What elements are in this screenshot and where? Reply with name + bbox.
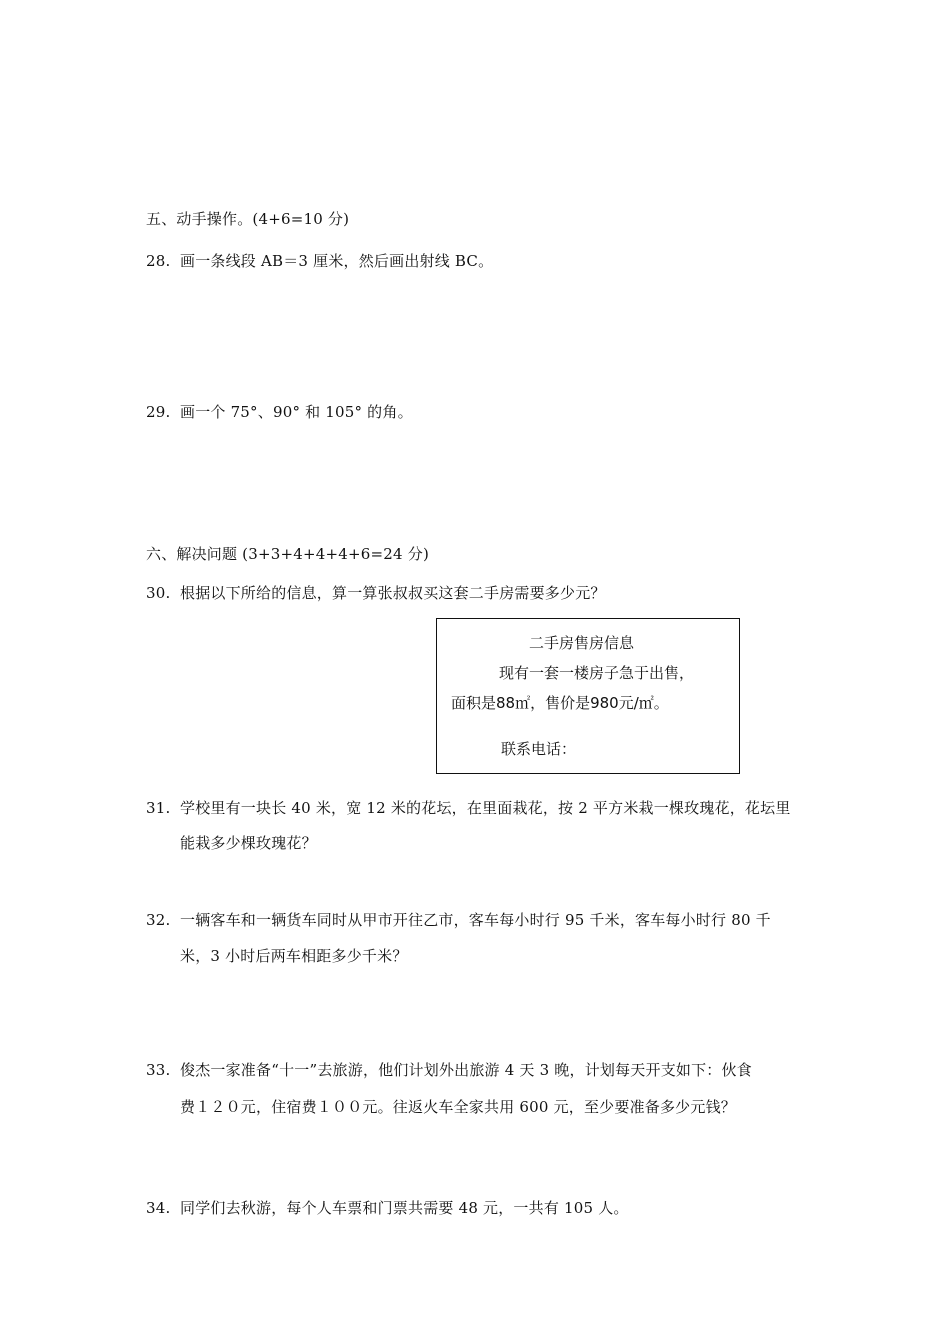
info-box-contact: 联系电话： — [501, 740, 577, 758]
section-6-heading: 六、解决问题 (3+3+4+4+4+6=24 分) — [146, 545, 429, 563]
question-number: 29. — [146, 403, 171, 421]
question-32-line-2: 米，3 小时后两车相距多少千米？ — [180, 947, 408, 965]
question-33 — [146, 1060, 752, 1080]
question-number: 34. — [146, 1199, 171, 1217]
question-32 — [146, 910, 771, 930]
info-box-line-2: 面积是88㎡，售价是980元/㎡。 — [451, 694, 669, 712]
house-sale-info-box — [436, 618, 740, 774]
question-33-line-2: 费１２０元，住宿费１００元。往返火车全家共用 600 元，至少要准备多少元钱？ — [180, 1098, 736, 1116]
question-text: 画一个 75°、90° 和 105° 的角。 — [180, 403, 413, 421]
question-30 — [146, 583, 606, 603]
question-29 — [146, 402, 413, 422]
question-number: 32. — [146, 911, 171, 929]
question-text: 根据以下所给的信息，算一算张叔叔买这套二手房需要多少元？ — [180, 584, 606, 602]
question-number: 30. — [146, 584, 171, 602]
section-5-heading: 五、动手操作。(4+6=10 分) — [146, 210, 350, 228]
question-text-line-1: 一辆客车和一辆货车同时从甲市开往乙市，客车每小时行 95 千米，客车每小时行 80 千 — [180, 911, 771, 929]
info-box-title: 二手房售房信息 — [529, 634, 635, 652]
question-number: 33. — [146, 1061, 171, 1079]
question-number: 28. — [146, 252, 171, 270]
question-number: 31. — [146, 799, 171, 817]
question-31-line-2: 能栽多少棵玫瑰花？ — [180, 834, 317, 852]
question-34 — [146, 1198, 629, 1218]
question-28 — [146, 251, 493, 271]
question-31 — [146, 798, 791, 818]
info-box-line-1: 现有一套一楼房子急于出售， — [499, 664, 695, 682]
question-text-line-1: 俊杰一家准备“十一”去旅游，他们计划外出旅游 4 天 3 晚，计划每天开支如下：伙食 — [180, 1061, 752, 1079]
question-text-line-1: 学校里有一块长 40 米，宽 12 米的花坛，在里面栽花，按 2 平方米栽一棵玫瑰花，花坛里 — [180, 799, 791, 817]
question-text: 同学们去秋游，每个人车票和门票共需要 48 元，一共有 105 人。 — [180, 1199, 629, 1217]
question-text: 画一条线段 AB＝3 厘米，然后画出射线 BC。 — [180, 252, 494, 270]
